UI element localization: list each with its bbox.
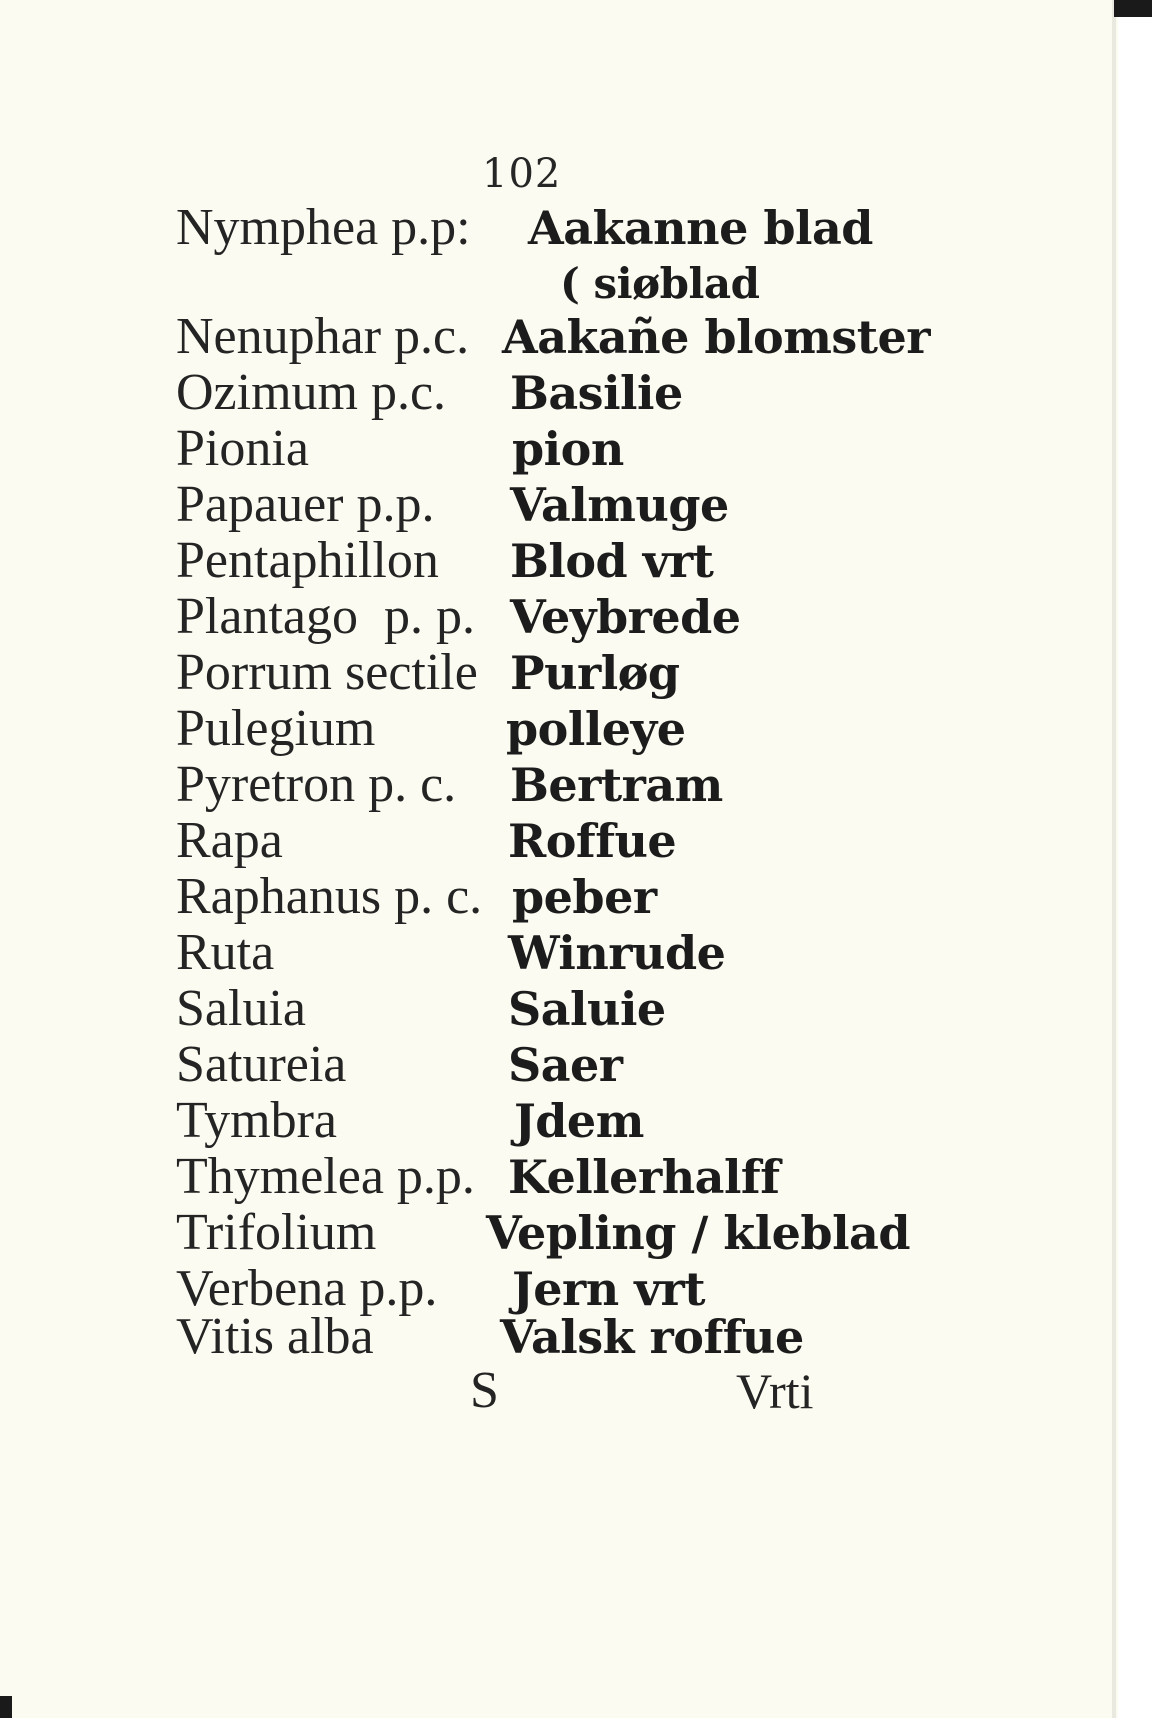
latin-name: Satureia xyxy=(176,1036,347,1093)
danish-name: ( siøblad xyxy=(560,259,760,308)
glossary-entry xyxy=(0,757,1112,813)
latin-name: Rapa xyxy=(176,812,283,869)
danish-name: Aakanne blad xyxy=(528,201,873,255)
scan-corner-mark-top xyxy=(1114,0,1152,17)
latin-name: Pionia xyxy=(176,420,309,477)
glossary-entry xyxy=(0,645,1112,701)
danish-name: Vepling / kleblad xyxy=(486,1206,911,1260)
glossary-entry xyxy=(0,981,1112,1037)
danish-name: Blod vrt xyxy=(510,534,714,588)
signature-mark: S xyxy=(470,1362,499,1419)
glossary-entry xyxy=(0,1309,1112,1365)
glossary-entry xyxy=(0,925,1112,981)
latin-name: Pulegium xyxy=(176,700,376,757)
latin-name: Nymphea p.p: xyxy=(176,199,471,256)
danish-name: Veybrede xyxy=(510,590,741,644)
danish-name: Valsk roffue xyxy=(500,1310,804,1364)
latin-name: Thymelea p.p. xyxy=(176,1148,475,1205)
danish-name: pion xyxy=(512,422,624,476)
danish-name: Kellerhalff xyxy=(508,1150,780,1204)
latin-name: Ruta xyxy=(176,924,275,981)
glossary-entry xyxy=(0,589,1112,645)
catchword: Vrti xyxy=(736,1363,814,1419)
glossary-entry xyxy=(0,421,1112,477)
latin-name: Pentaphillon xyxy=(176,532,439,589)
latin-name: Saluia xyxy=(176,980,306,1037)
latin-name: Porrum sectile xyxy=(176,644,478,701)
glossary-entry xyxy=(0,1093,1112,1149)
glossary-entry xyxy=(0,869,1112,925)
danish-name: Saluie xyxy=(508,982,666,1036)
page-edge xyxy=(1112,0,1116,1718)
latin-name: Papauer p.p. xyxy=(176,476,435,533)
danish-name: Aakañe blomster xyxy=(502,310,931,364)
danish-name: polleye xyxy=(506,702,686,756)
latin-name: Verbena p.p. xyxy=(176,1260,438,1317)
latin-name: Tymbra xyxy=(176,1092,337,1149)
page-number: 102 xyxy=(482,151,562,197)
latin-name: Ozimum p.c. xyxy=(176,364,447,421)
danish-name: Basilie xyxy=(510,366,683,420)
danish-name: Jern vrt xyxy=(512,1262,705,1316)
latin-name: Vitis alba xyxy=(176,1308,374,1365)
glossary-entry xyxy=(0,813,1112,869)
glossary-entry xyxy=(0,701,1112,757)
latin-name: Trifolium xyxy=(176,1204,377,1261)
latin-name: Plantago p. p. xyxy=(176,588,475,645)
danish-name: Purløg xyxy=(510,646,680,700)
danish-name: Saer xyxy=(508,1038,623,1092)
glossary-entry xyxy=(0,533,1112,589)
latin-name: Pyretron p. c. xyxy=(176,756,457,813)
glossary-entry-continuation xyxy=(0,256,1112,312)
glossary-entry xyxy=(0,365,1112,421)
glossary-entry xyxy=(0,200,1112,256)
glossary-entry xyxy=(0,1149,1112,1205)
glossary-entry xyxy=(0,1037,1112,1093)
latin-name: Raphanus p. c. xyxy=(176,868,483,925)
danish-name: Valmuge xyxy=(510,478,729,532)
danish-name: Roffue xyxy=(508,814,677,868)
glossary-entry xyxy=(0,477,1112,533)
danish-name: Jdem xyxy=(514,1094,644,1148)
danish-name: Bertram xyxy=(510,758,723,812)
glossary-entry xyxy=(0,1205,1112,1261)
glossary-entry xyxy=(0,309,1112,365)
latin-name: Nenuphar p.c. xyxy=(176,308,470,365)
danish-name: peber xyxy=(512,870,657,924)
danish-name: Winrude xyxy=(508,926,726,980)
